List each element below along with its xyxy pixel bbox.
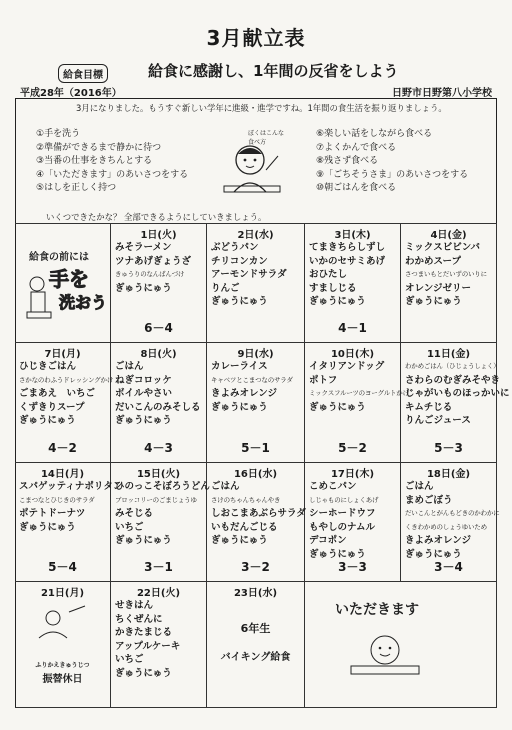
speech-bubble: ぼくはこんな食べ方 — [248, 130, 285, 146]
menu-items — [309, 480, 398, 561]
menu-item: もやしのナムル — [309, 521, 376, 533]
menu-item: ねぎコロッケ — [115, 374, 172, 386]
menu-item: イタリアンドッグ — [309, 361, 385, 372]
menu-item: ひのっこそぼろうどん — [115, 481, 210, 492]
svg-text:洗おう: 洗おう — [59, 293, 108, 312]
menu-items — [211, 241, 302, 309]
manner-item: ③当番の仕事をきちんとする — [36, 156, 153, 166]
menu-item: キャベツとこまつなのサラダ — [211, 375, 293, 384]
day-header: 8日(火) — [140, 349, 177, 360]
menu-items — [115, 480, 210, 548]
svg-text:給食の前には: 給食の前には — [29, 252, 89, 263]
holiday-illustration — [35, 602, 91, 642]
menu-item: さかなのわふうドレッシングかけ — [19, 375, 114, 384]
menu-item: わかめスープ — [405, 255, 462, 267]
holiday-label: 振替休日 — [42, 674, 83, 685]
menu-item: じゃがいものほっかいに — [405, 388, 510, 399]
menu-item: カレーライス — [211, 361, 268, 372]
class-code: 3－4 — [434, 560, 463, 574]
menu-item: さつまいもとだいずのいりに — [405, 270, 487, 278]
menu-item: ごはん — [405, 481, 434, 492]
menu-item: いちご — [115, 521, 144, 533]
menu-item: ブロッコリーのごまじょうゆ — [115, 495, 197, 504]
class-code: 5－3 — [434, 441, 463, 455]
class-code: 3－3 — [338, 560, 367, 574]
menu-cell — [207, 463, 305, 582]
menu-item: ぎゅうにゅう — [405, 548, 462, 560]
menu-item: わかめごはん（ひじょうしょく） — [405, 362, 500, 370]
menu-item: ごまあえ いちご — [19, 388, 96, 399]
class-code: 4－3 — [144, 441, 173, 455]
menu-item: ぎゅうにゅう — [405, 296, 462, 307]
menu-item: きよみオレンジ — [211, 388, 278, 399]
menu-item: さわらのむぎみそやき — [405, 374, 501, 386]
boy-eating-illustration — [216, 134, 288, 198]
class-code: 6－4 — [144, 321, 173, 335]
manners-list-left — [36, 128, 188, 196]
sixth-grade-label: 6年生 — [240, 622, 271, 635]
menu-item: ちくぜんに — [115, 613, 163, 625]
menu-item: ぎゅうにゅう — [309, 548, 366, 560]
menu-item: りんごジュース — [405, 415, 471, 426]
class-code: 3－2 — [241, 560, 270, 574]
day-header: 16日(水) — [233, 469, 278, 480]
menu-item: みそラーメン — [115, 242, 172, 253]
menu-item: ポトフ — [309, 374, 338, 386]
class-code: 5－1 — [241, 441, 270, 455]
day-header: 18日(金) — [426, 469, 471, 480]
menu-item: くずきりスープ — [19, 401, 85, 413]
manner-item: ②準備ができるまで静かに待つ — [36, 142, 162, 153]
class-code: 5－4 — [48, 560, 77, 574]
manner-item: ⑥楽しい話をしながら食べる — [316, 129, 433, 139]
day-header: 9日(水) — [237, 349, 274, 360]
menu-item: チリコンカン — [211, 255, 268, 267]
menu-cell — [305, 463, 401, 582]
day-header: 21日(月) — [40, 588, 85, 599]
svg-text:手を: 手を — [49, 267, 89, 291]
menu-item: だいこんとがんもどきのかわかに — [405, 509, 500, 517]
menu-items — [19, 480, 123, 534]
menu-item: ぎゅうにゅう — [19, 415, 76, 426]
menu-item: いもだんごじる — [211, 521, 278, 533]
menu-cell — [111, 582, 207, 708]
intro-text: 3月になりました。もうすぐ新しい学年に進級・進学ですね。1年間の食生活を振り返りましょう。 — [76, 103, 447, 113]
menu-item: ぎゅうにゅう — [211, 535, 268, 546]
menu-item: かきたまじる — [115, 627, 173, 638]
menu-item: まめごぼう — [405, 494, 453, 506]
menu-items — [19, 360, 114, 428]
menu-item: ポテトドーナツ — [19, 508, 86, 519]
menu-cell — [401, 223, 497, 343]
manner-item: ⑩朝ごはんを食べる — [316, 183, 397, 193]
menu-item: ぎゅうにゅう — [19, 521, 76, 533]
class-code: 4－2 — [48, 441, 77, 455]
svg-text:いただきます: いただきます — [335, 602, 419, 618]
manner-item: ⑤はしを正しく持つ — [36, 183, 117, 193]
goal-badge: 給食目標 — [58, 64, 108, 83]
class-code: 3－1 — [144, 560, 173, 574]
menu-item: さけのちゃんちゃんやき — [211, 495, 281, 504]
menu-item: アップルケーキ — [115, 640, 181, 652]
manners-list-right — [316, 128, 468, 196]
menu-cell — [15, 343, 114, 463]
menu-item: しおこまあぶらサラダ — [211, 508, 306, 519]
menu-item: しじゃものにしょくあげ — [309, 495, 379, 504]
menu-cell — [305, 582, 497, 708]
day-header: 7日(月) — [44, 349, 81, 360]
monthly-goal: 給食に感謝し、1年間の反省をしよう — [148, 62, 399, 80]
manner-item: ①手を洗う — [36, 129, 81, 139]
menu-item: デコポン — [309, 535, 347, 546]
day-header: 3日(木) — [334, 230, 371, 241]
menu-item: ミックスビビンバ — [405, 242, 481, 253]
menu-item: ひじきごはん — [19, 361, 77, 372]
class-code: 4－1 — [338, 321, 367, 335]
menu-item: キムチじる — [405, 401, 453, 413]
menu-item: ぎゅうにゅう — [115, 282, 172, 294]
menu-cell — [401, 343, 510, 463]
menu-item: いちご — [115, 654, 144, 665]
year-label: 平成28年（2016年） — [20, 88, 122, 99]
menu-item: ぎゅうにゅう — [309, 296, 366, 307]
menu-items — [115, 241, 204, 295]
day-header: 15日(火) — [136, 469, 181, 480]
menu-item: ぶどうパン — [211, 242, 259, 253]
menu-item: てまきちらしずし — [309, 242, 386, 253]
menu-item: きよみオレンジ — [405, 535, 472, 546]
holiday-ruby: ふりかえきゅうじつ — [35, 662, 90, 669]
menu-item: ミックスフルーツのヨーグルトかけ — [309, 389, 409, 397]
day-header: 11日(金) — [426, 349, 471, 360]
menu-item: ツナあげぎょうざ — [115, 255, 192, 267]
menu-items — [211, 360, 302, 414]
itadakimasu-illustration — [321, 588, 447, 678]
menu-cell — [111, 463, 210, 582]
menu-items — [405, 480, 500, 561]
menu-cell — [305, 223, 401, 343]
school-name: 日野市日野第八小学校 — [392, 88, 492, 99]
menu-item: スパゲッティナポリタン — [19, 481, 123, 492]
menu-item: りんご — [211, 282, 240, 294]
menu-grid — [15, 223, 510, 708]
menu-item: ごはん — [115, 361, 144, 372]
check-message: いくつできたかな？ 全部できるようにしていきましょう。 — [46, 212, 267, 222]
menu-item: ぎゅうにゅう — [115, 415, 172, 426]
day-header: 17日(木) — [330, 469, 375, 480]
menu-item: せきはん — [115, 600, 154, 611]
menu-cell — [207, 223, 305, 343]
menu-item: くきわかめのしょうゆいため — [405, 522, 487, 531]
day-header: 14日(月) — [40, 469, 85, 480]
menu-item: すましじる — [309, 282, 357, 294]
page-title: 3月献立表 — [206, 26, 306, 50]
manner-item: ⑨「ごちそうさま」のあいさつをする — [316, 169, 469, 180]
day-header: 23日(水) — [233, 588, 278, 599]
menu-items — [115, 599, 204, 680]
menu-items — [405, 360, 510, 428]
menu-cell — [207, 582, 305, 708]
day-header: 22日(火) — [136, 588, 181, 599]
menu-item: いかのセサミあげ — [309, 255, 386, 267]
menu-items — [309, 241, 398, 309]
menu-item: ぎゅうにゅう — [211, 401, 268, 413]
menu-item: ぎゅうにゅう — [309, 401, 366, 413]
menu-item: きゅうりのなんばんづけ — [115, 270, 185, 278]
day-header: 1日(火) — [140, 230, 177, 241]
menu-item: こめこパン — [309, 481, 357, 492]
menu-item: アーモンドサラダ — [211, 269, 287, 280]
menu-cell — [207, 343, 305, 463]
menu-cell — [111, 223, 207, 343]
menu-item: ごはん — [211, 481, 240, 492]
manner-item: ④「いただきます」のあいさつをする — [36, 169, 189, 180]
menu-item: ボイルやさい — [115, 388, 173, 399]
menu-items — [309, 360, 409, 414]
menu-item: オレンジゼリー — [405, 282, 472, 294]
menu-cell — [15, 582, 111, 708]
day-header: 10日(木) — [330, 349, 375, 360]
menu-cell — [15, 223, 111, 343]
viking-label: バイキング給食 — [220, 652, 291, 663]
menu-item: ぎゅうにゅう — [115, 535, 172, 546]
menu-cell — [15, 463, 123, 582]
menu-cell — [401, 463, 500, 582]
handwash-illustration — [23, 244, 108, 332]
menu-item: こまつなとひじきのサラダ — [19, 495, 95, 504]
menu-item: だいこんのみそしる — [115, 401, 201, 413]
menu-item: シーホードウフ — [309, 508, 376, 519]
menu-items — [211, 480, 306, 548]
day-header: 2日(水) — [237, 230, 274, 241]
manner-item: ⑧残さず食べる — [316, 156, 379, 166]
manner-item: ⑦よくかんで食べる — [316, 142, 397, 153]
menu-items — [405, 241, 494, 309]
menu-items — [115, 360, 204, 428]
menu-item: ぎゅうにゅう — [211, 296, 268, 307]
menu-item: おひたし — [309, 269, 348, 280]
class-code: 5－2 — [338, 441, 367, 455]
menu-cell — [111, 343, 207, 463]
menu-item: ぎゅうにゅう — [115, 667, 172, 679]
menu-item: みそじる — [115, 508, 154, 519]
day-header: 4日(金) — [430, 230, 467, 241]
menu-cell — [305, 343, 409, 463]
